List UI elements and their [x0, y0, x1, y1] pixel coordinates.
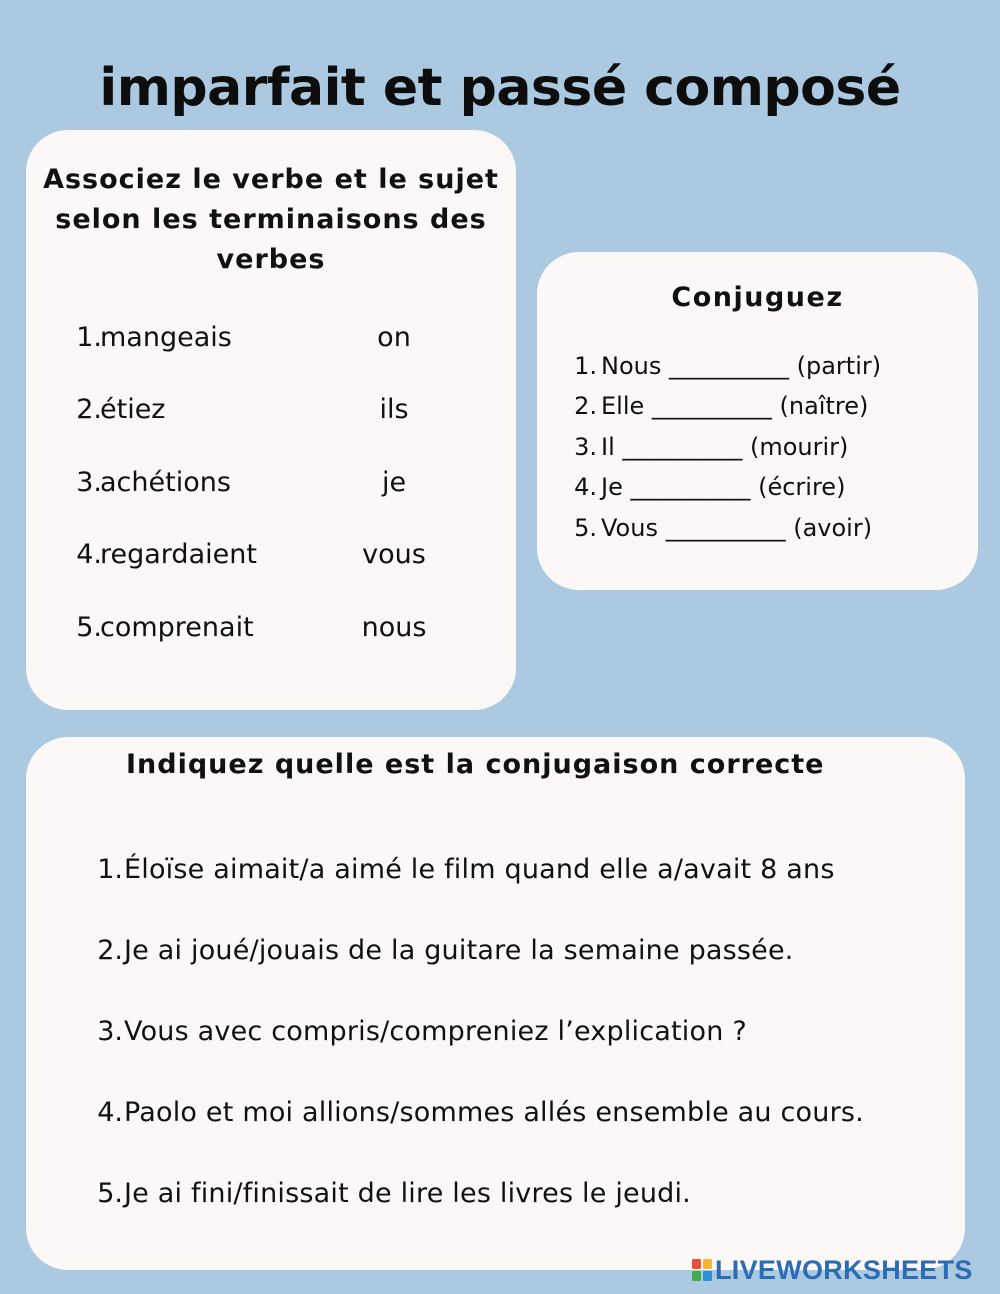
- row-number: 4.: [76, 539, 102, 570]
- conjugate-blank-item[interactable]: Vous __________ (avoir): [601, 514, 873, 542]
- conjugate-row: [537, 388, 978, 424]
- subject-item[interactable]: ils: [379, 394, 409, 425]
- sentence-row: [26, 1010, 965, 1054]
- row-number: 5.: [574, 514, 597, 542]
- conjugate-row: [537, 348, 978, 384]
- correct-conjugation-card: [26, 737, 965, 1270]
- row-number: 3.: [97, 1016, 123, 1047]
- row-number: 1.: [76, 322, 102, 353]
- row-number: 2.: [76, 394, 102, 425]
- row-number: 1.: [574, 352, 597, 380]
- association-row: [26, 318, 516, 358]
- brand-name: LIVEWORKSHEETS: [715, 1254, 973, 1285]
- sentence-row: [26, 1172, 965, 1216]
- conjugate-blank-item[interactable]: Je __________ (écrire): [601, 473, 846, 501]
- verb-item[interactable]: mangeais: [100, 322, 232, 353]
- sentence-choice-item[interactable]: Je ai joué/jouais de la guitare la semaine passée.: [124, 935, 794, 966]
- sentence-choice-item[interactable]: Vous avec compris/compreniez l’explication ?: [124, 1016, 747, 1047]
- verb-item[interactable]: étiez: [100, 394, 166, 425]
- correct-heading: Indiquez quelle est la conjugaison correcte: [126, 749, 825, 780]
- sentence-choice-item[interactable]: Éloïse aimait/a aimé le film quand elle a/avait 8 ans: [124, 854, 835, 885]
- conjugate-blank-item[interactable]: Il __________ (mourir): [601, 433, 849, 461]
- association-row: [26, 390, 516, 430]
- conjugate-heading: Conjuguez: [671, 282, 844, 313]
- conjugate-card: [537, 252, 978, 590]
- association-row: [26, 608, 516, 648]
- sentence-row: [26, 848, 965, 892]
- row-number: 4.: [574, 473, 597, 501]
- page-title: imparfait et passé composé: [99, 58, 901, 118]
- conjugate-row: [537, 510, 978, 546]
- sentence-row: [26, 929, 965, 973]
- row-number: 2.: [97, 935, 123, 966]
- row-number: 4.: [97, 1097, 123, 1128]
- row-number: 1.: [97, 854, 123, 885]
- conjugate-blank-item[interactable]: Nous __________ (partir): [601, 352, 882, 380]
- subject-item[interactable]: vous: [362, 539, 426, 570]
- row-number: 3.: [574, 433, 597, 461]
- row-number: 3.: [76, 467, 102, 498]
- verb-item[interactable]: achétions: [100, 467, 231, 498]
- association-card: [26, 130, 516, 710]
- sentence-choice-item[interactable]: Je ai fini/finissait de lire les livres le jeudi.: [124, 1178, 691, 1209]
- subject-item[interactable]: nous: [361, 612, 427, 643]
- row-number: 5.: [97, 1178, 123, 1209]
- verb-item[interactable]: regardaient: [100, 539, 257, 570]
- subject-item[interactable]: on: [377, 322, 411, 353]
- conjugate-row: [537, 429, 978, 465]
- subject-item[interactable]: je: [381, 467, 407, 498]
- row-number: 5.: [76, 612, 102, 643]
- association-row: [26, 535, 516, 575]
- liveworksheets-brand[interactable]: [692, 1255, 973, 1285]
- liveworksheets-logo-icon: [692, 1259, 712, 1281]
- row-number: 2.: [574, 392, 597, 420]
- sentence-row: [26, 1091, 965, 1135]
- conjugate-row: [537, 469, 978, 505]
- verb-item[interactable]: comprenait: [100, 612, 254, 643]
- sentence-choice-item[interactable]: Paolo et moi allions/sommes allés ensemble au cours.: [124, 1097, 864, 1128]
- association-heading: Associez le verbe et le sujet selon les terminaisons des verbes: [43, 164, 499, 275]
- conjugate-blank-item[interactable]: Elle __________ (naître): [601, 392, 869, 420]
- association-row: [26, 463, 516, 503]
